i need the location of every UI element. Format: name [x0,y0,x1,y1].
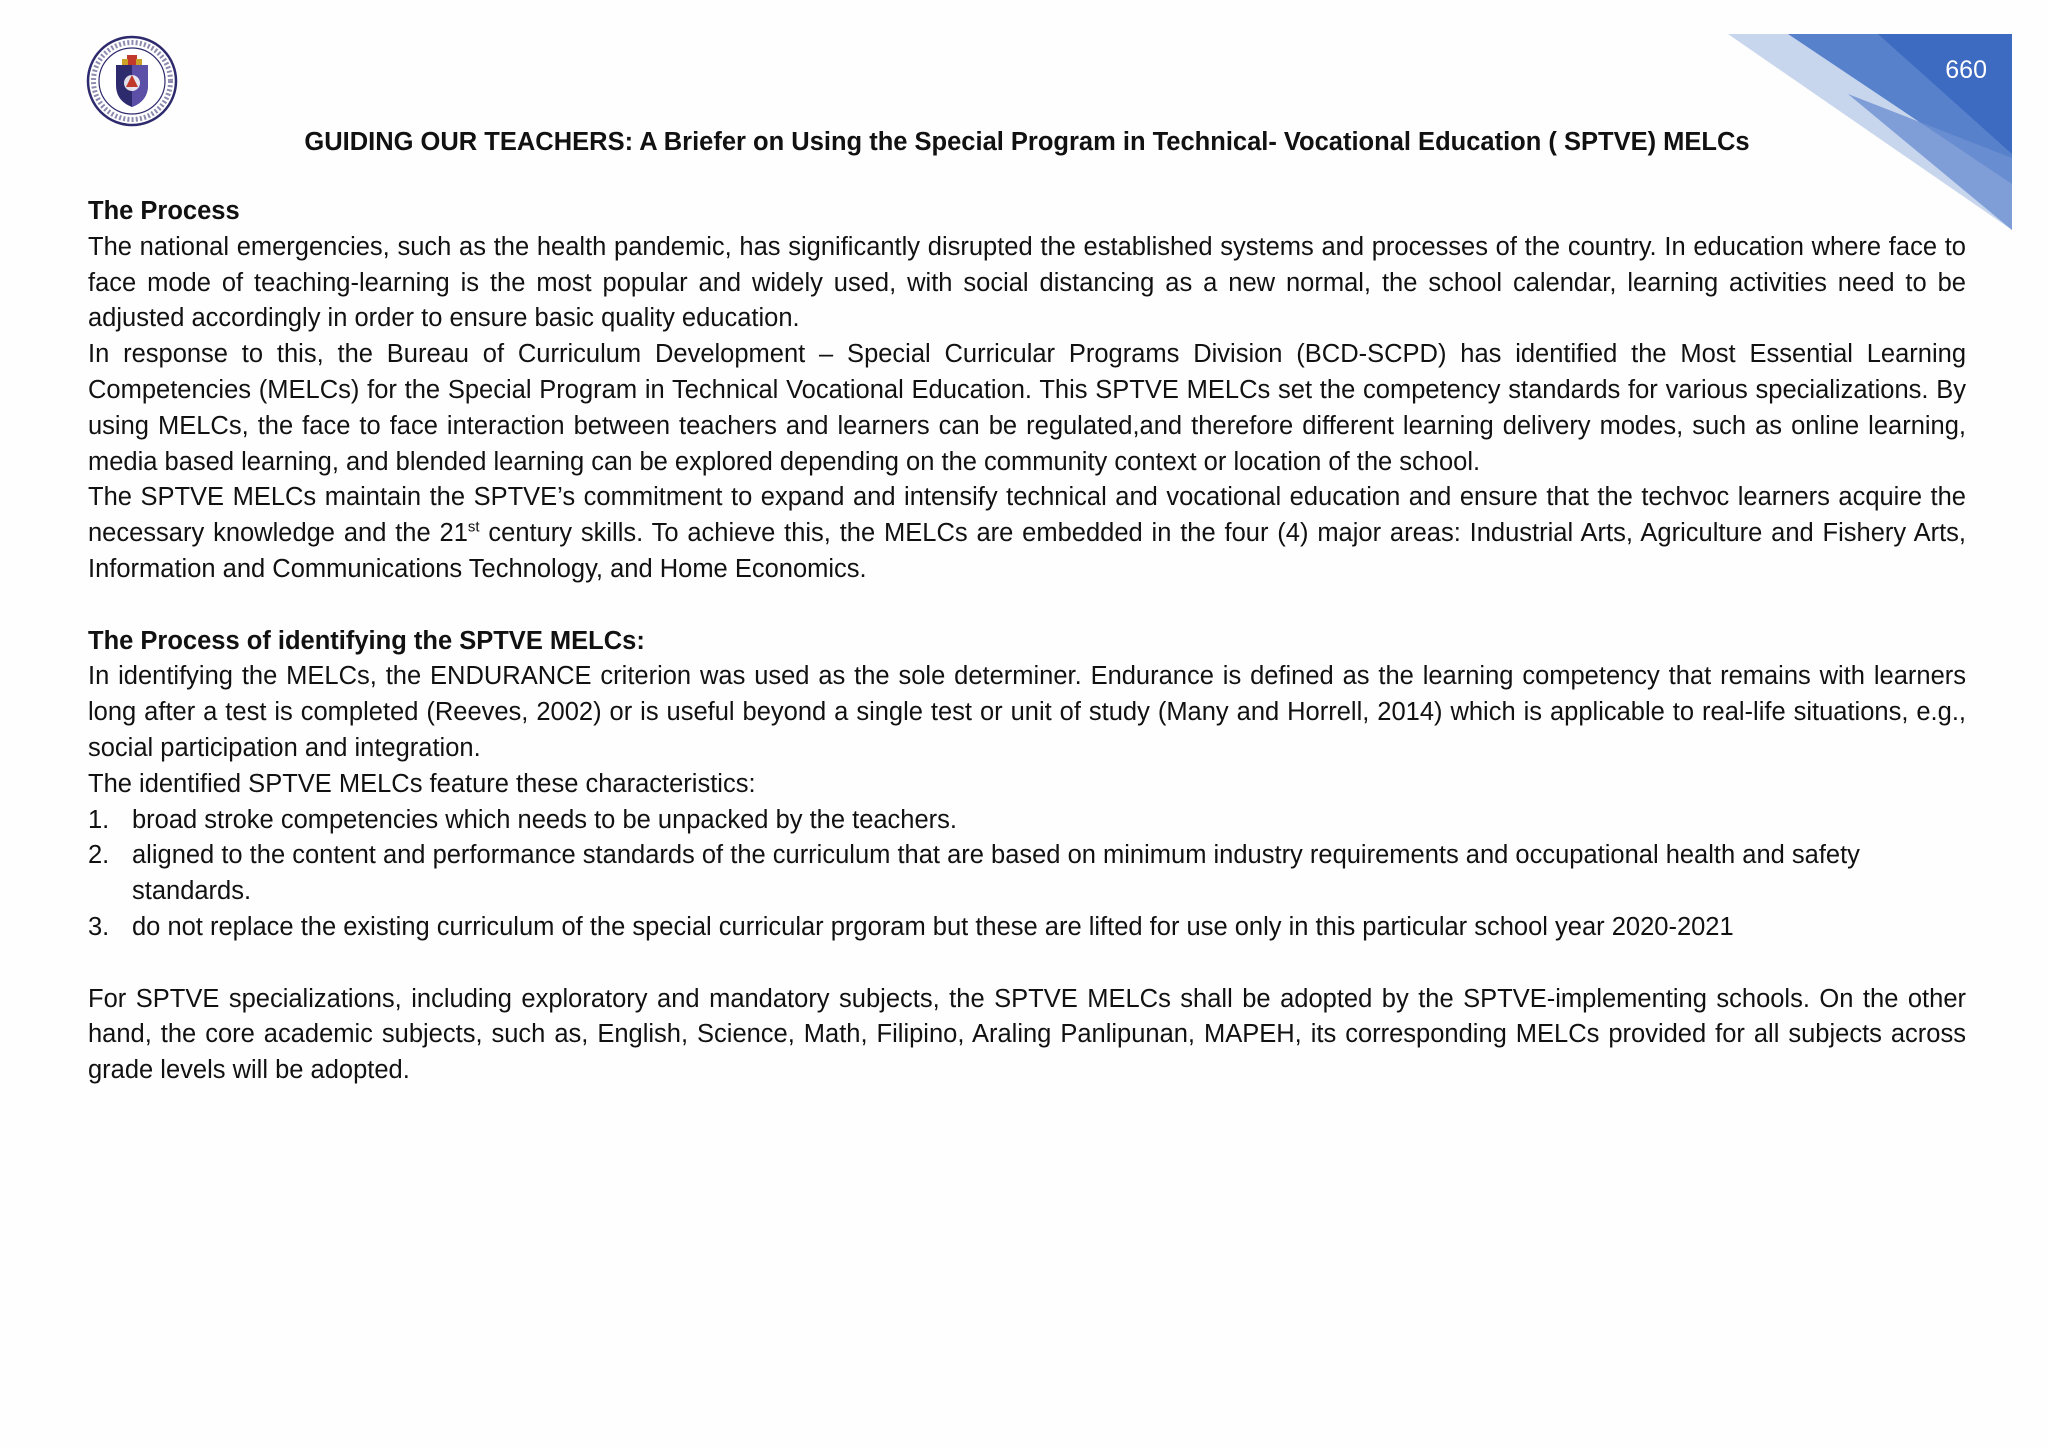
page-number: 660 [1945,56,1987,84]
list-item-text: aligned to the content and performance standards of the curriculum that are based on minimum industry requirements and occupational health and safety standards. [132,841,1860,906]
document-body [88,194,1966,1089]
list-number: 3. [88,912,110,941]
section-heading-process: The Process [88,197,240,225]
paragraph: The national emergencies, such as the health pandemic, has significantly disrupted the established systems and processes of the country. In education where face to face mode of teaching-learning is the most popular and widely used, with social distancing as a new normal, the school calendar, learning activities need to be adjusted accordingly in order to ensure basic quality education. [88,232,1966,333]
list-number: 1. [88,805,110,834]
document-title: GUIDING OUR TEACHERS: A Briefer on Using the Special Program in Technical- Vocational Education ( SPTVE) MELCs [304,128,1750,156]
paragraph: The identified SPTVE MELCs feature these characteristics: [88,769,756,798]
spacer [88,946,1966,982]
paragraph-text: century skills. To achieve this, the MELCs are embedded in the four (4) major areas: Industrial Arts, Agriculture and Fishery Arts, Information and Communications Technology, and Home Economics. [88,519,1966,583]
deped-seal-icon [86,35,178,127]
list-item [88,910,1966,946]
superscript: st [467,518,480,536]
list-item [88,838,1966,910]
spacer [88,588,1966,624]
section-heading-identifying: The Process of identifying the SPTVE MELCs: [88,626,645,655]
paragraph-text: The SPTVE MELCs maintain the SPTVE’s commitment to expand and intensify technical and vocational education and ensure that the techvoc learners acquire the necessary knowledge and the 21 [88,483,1966,548]
list-item-text: broad stroke competencies which needs to be unpacked by the teachers. [132,805,958,834]
characteristics-list [88,803,1966,946]
list-number: 2. [88,841,110,870]
paragraph: For SPTVE specializations, including exploratory and mandatory subjects, the SPTVE MELCs shall be adopted by the SPTVE-implementing schools. On the other hand, the core academic subjects, such as, English, Science, Math, Filipino, Araling Panlipunan, MAPEH, its corresponding MELCs provided for all subjects across grade levels will be adopted. [88,984,1966,1085]
paragraph: In identifying the MELCs, the ENDURANCE criterion was used as the sole determiner. Endurance is defined as the learning competency that remains with learners long after a test is completed (Reeves, 2002) or is useful beyond a single test or unit of study (Many and Horrell, 2014) which is applicable to real-life situations, e.g., social participation and integration. [88,662,1966,762]
paragraph [88,480,1966,587]
paragraph: In response to this, the Bureau of Curriculum Development – Special Curricular Programs Division (BCD-SCPD) has identified the Most Essential Learning Competencies (MELCs) for the Special Program in Technical Vocational Education. This SPTVE MELCs set the competency standards for various specializations. By using MELCs, the face to face interaction between teachers and learners can be regulated,and therefore different learning delivery modes, such as online learning, media based learning, and blended learning can be explored depending on the community context or location of the school. [88,340,1966,476]
list-item [88,803,1966,839]
list-item-text: do not replace the existing curriculum of the special curricular prgoram but these are lifted for use only in this particular school year 2020-2021 [132,912,1734,941]
